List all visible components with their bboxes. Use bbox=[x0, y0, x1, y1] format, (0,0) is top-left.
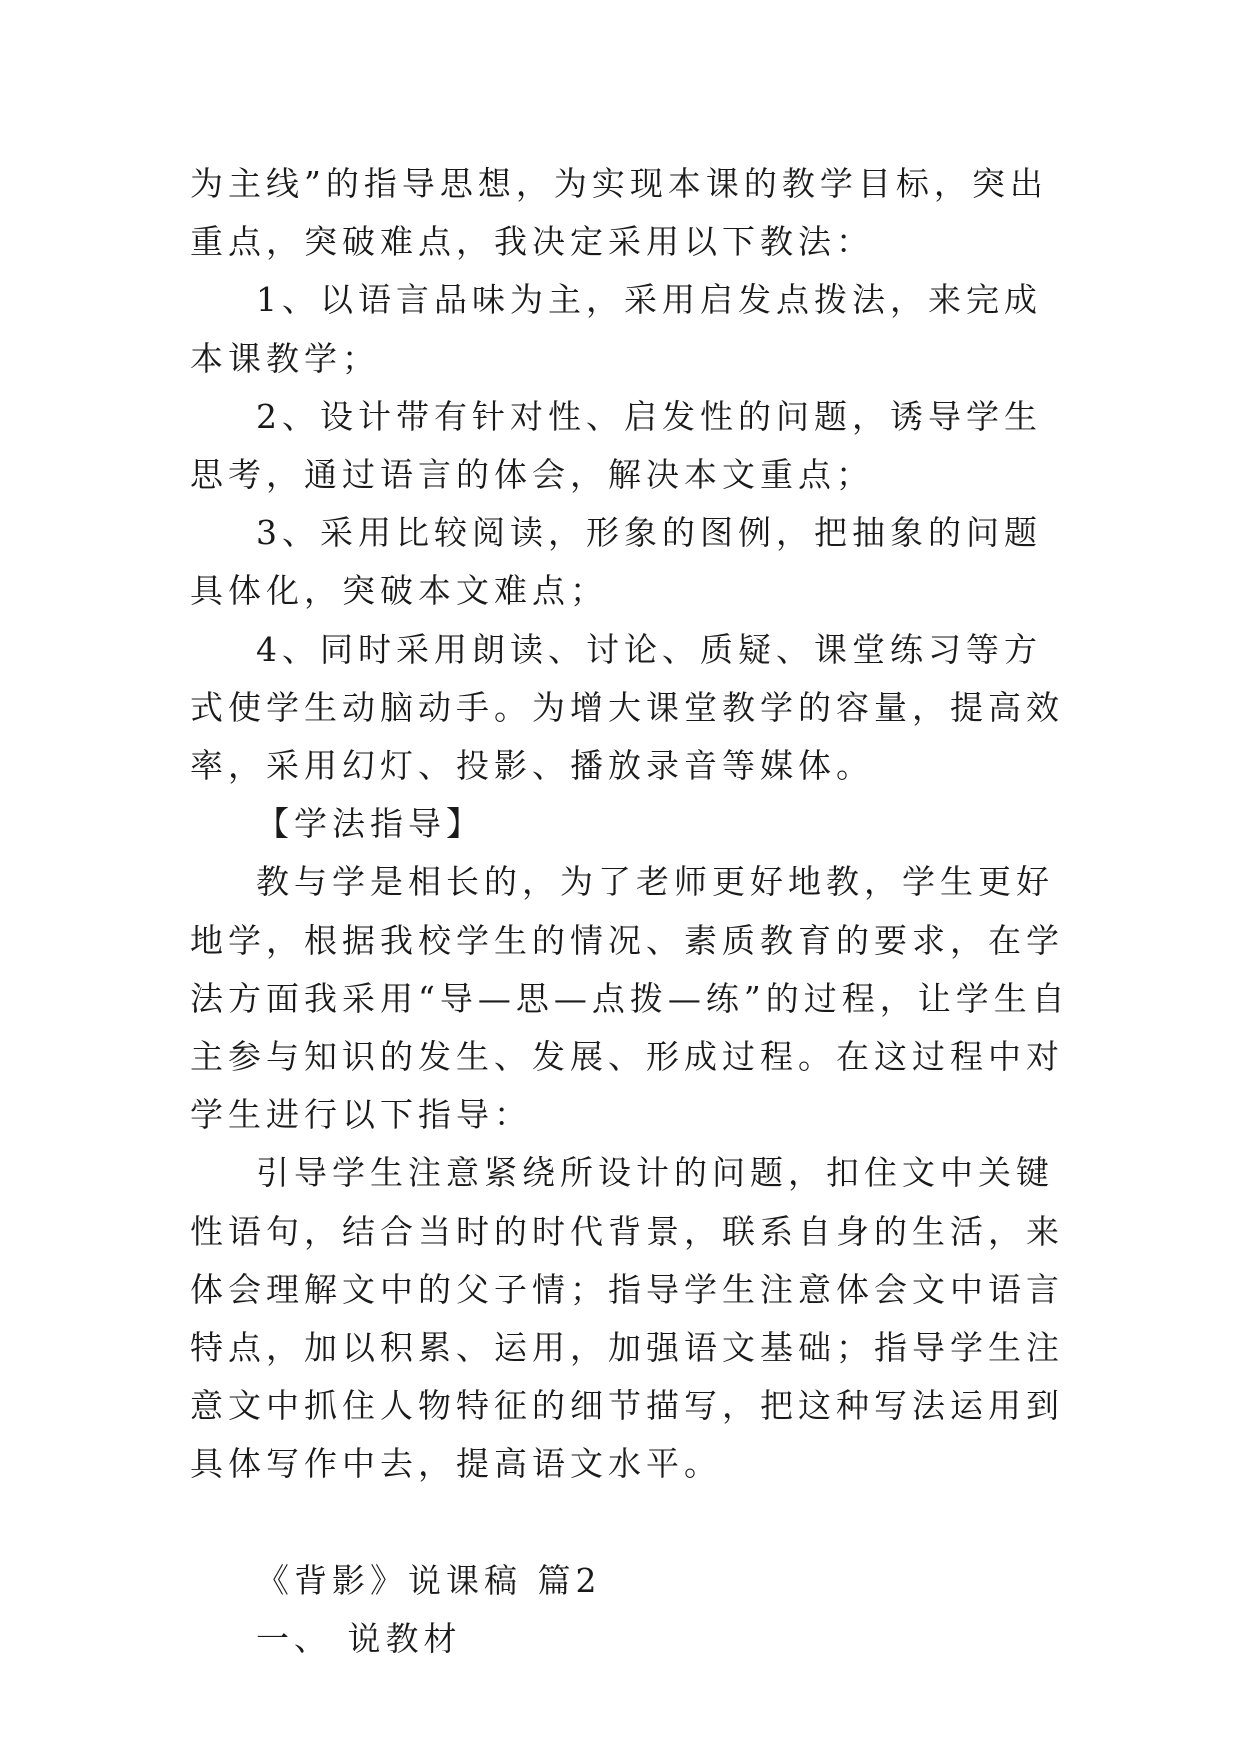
document-body bbox=[190, 155, 1070, 1668]
paragraph-method-2: 2、设计带有针对性、启发性的问题，诱导学生思考，通过语言的体会，解决本文重点； bbox=[190, 396, 1042, 495]
section-heading-study-method: 【学法指导】 bbox=[256, 804, 484, 844]
paragraph-method-3: 3、采用比较阅读，形象的图例，把抽象的问题具体化，突破本文难点； bbox=[190, 513, 1042, 611]
paragraph-study-method-guidance: 引导学生注意紧绕所设计的问题，扣住文中关键性语句，结合当时的时代背景，联系自身的生活，来体会理解文中的父子情；指导学生注意体会文中语言特点，加以积累、运用，加强语文基础；指导学生注意文中抓住人物特征的细节描写，把这种写法运用到具体写作中去，提高语文水平。 bbox=[190, 1153, 1064, 1484]
paragraph-method-1: 1、以语言品味为主，采用启发点拨法，来完成本课教学； bbox=[190, 280, 1042, 378]
paragraph-method-4: 4、同时采用朗读、讨论、质疑、课堂练习等方式使学生动脑动手。为增大课堂教学的容量，提高效率，采用幻灯、投影、播放录音等媒体。 bbox=[190, 629, 1064, 786]
paragraph-study-method-intro: 教与学是相长的，为了老师更好地教，学生更好地学，根据我校学生的情况、素质教育的要求，在学法方面我采用“导—思—点拨—练”的过程，让学生自主参与知识的发生、发展、形成过程。在这过程中对学生进行以下指导： bbox=[190, 862, 1070, 1135]
section-heading-part-2: 《背影》说课稿 篇2 bbox=[256, 1560, 602, 1600]
section-heading-textbook: 一、 说教材 bbox=[256, 1618, 462, 1658]
paragraph-teaching-thought-continued: 为主线”的指导思想，为实现本课的教学目标，突出重点，突破难点，我决定采用以下教法： bbox=[190, 164, 1048, 262]
